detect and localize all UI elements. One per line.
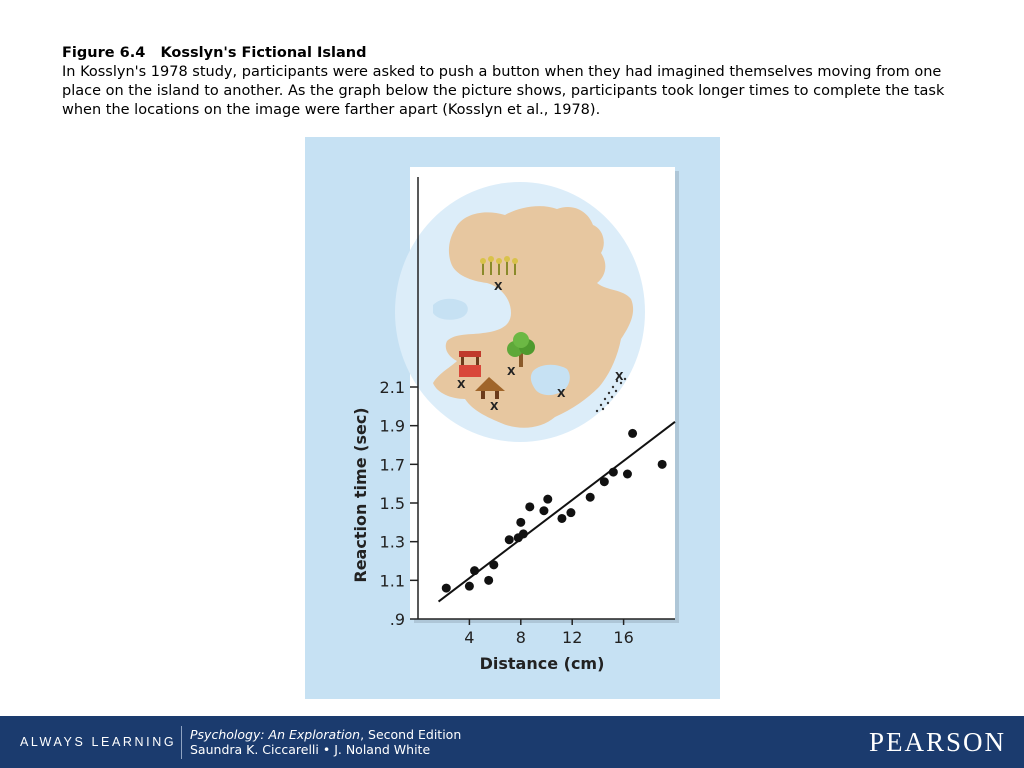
scatter-chart [305,137,720,699]
x-tick-label: 12 [562,628,583,647]
y-tick-label: 1.1 [379,571,405,591]
data-point [586,493,595,502]
x-tick-label: 16 [613,628,634,647]
y-axis-label: Reaction time (sec) [351,407,370,583]
island-illustration [395,182,645,442]
y-tick-label: 1.9 [379,416,405,436]
marker-lagoon: X [557,387,566,400]
footer-book-info [190,727,461,757]
book-edition: , Second Edition [360,727,462,742]
data-point [525,502,534,511]
y-tick-label: .9 [389,610,405,629]
data-point [516,518,525,527]
x-axis-label: Distance (cm) [479,654,605,673]
data-point [442,584,451,593]
figure-title: Figure 6.4 Kosslyn's Fictional Island [62,45,367,61]
marker-well: X [457,378,466,391]
data-point [566,508,575,517]
data-point [489,560,498,569]
marker-hut: X [490,400,499,413]
marker-grass: X [494,280,503,293]
pearson-logo: PEARSON [868,727,1006,757]
data-point [519,529,528,538]
x-tick-label: 4 [464,628,475,647]
figure-caption [62,44,982,120]
footer-tagline: ALWAYS LEARNING [20,735,177,749]
footer-bar [0,716,1024,768]
x-ticks [464,619,633,647]
y-tick-label: 1.3 [379,532,405,552]
book-authors: Saundra K. Ciccarelli • J. Noland White [190,742,431,757]
bay [433,299,468,320]
data-point [628,429,637,438]
marker-beach: X [615,370,624,383]
figure-description: In Kosslyn's 1978 study, participants were asked to push a button when they had imagined themselves moving from one place on the island to another. As the graph below the picture shows, participants took longer times to complete the task when the locations on the image were farther apart (Kosslyn et al., 1978). [62,64,945,118]
data-point [658,460,667,469]
data-point [505,535,514,544]
data-point [539,506,548,515]
figure-panel [305,137,720,699]
book-title: Psychology: An Exploration [190,727,361,742]
data-point [484,576,493,585]
data-point [465,582,474,591]
marker-tree: X [507,365,516,378]
data-point [609,468,618,477]
x-tick-label: 8 [515,628,526,647]
y-tick-label: 1.7 [379,455,405,475]
data-point [623,470,632,479]
data-point [543,495,552,504]
y-tick-label: 2.1 [379,378,405,397]
footer-divider [181,726,182,759]
data-point [470,566,479,575]
y-tick-label: 1.5 [379,494,405,513]
data-point [557,514,566,523]
data-point [600,477,609,486]
